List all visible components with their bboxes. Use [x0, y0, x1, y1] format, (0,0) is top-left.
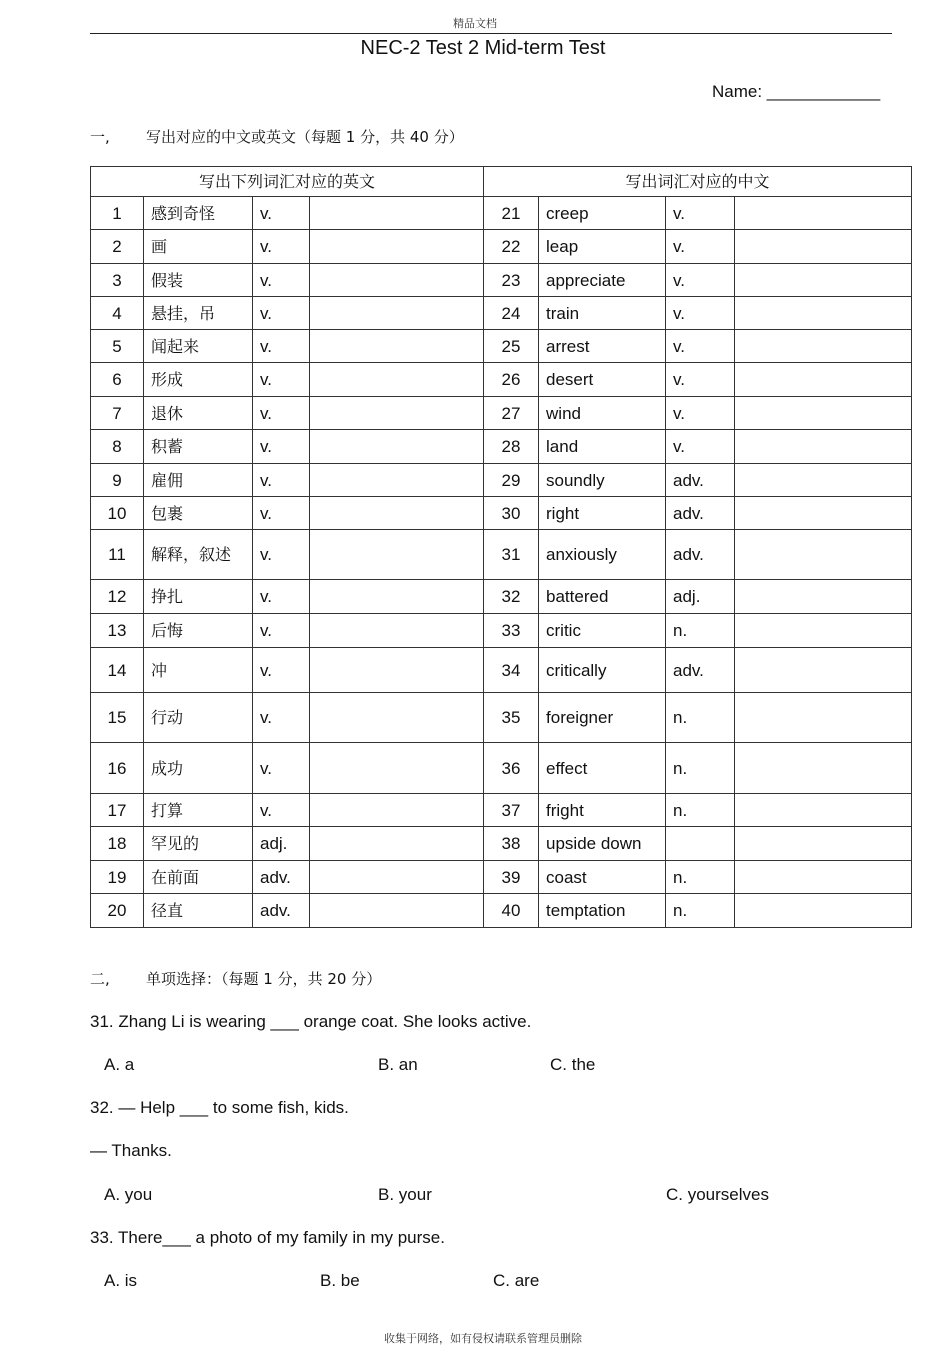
section-2-heading [90, 968, 381, 989]
left-item-number: 7 [91, 397, 144, 430]
table-row [91, 197, 912, 230]
table-row [91, 614, 912, 648]
table-row [91, 230, 912, 264]
right-item-english: foreigner [539, 693, 666, 743]
right-item-part-of-speech: adv. [666, 648, 735, 693]
table-row [91, 827, 912, 861]
left-item-number: 1 [91, 197, 144, 230]
left-item-answer-blank [310, 861, 484, 894]
left-item-part-of-speech: v. [253, 497, 310, 530]
right-item-part-of-speech: adj. [666, 580, 735, 614]
left-item-chinese: 径直 [144, 894, 253, 928]
left-item-part-of-speech: v. [253, 430, 310, 464]
left-item-number: 4 [91, 297, 144, 330]
right-item-part-of-speech: n. [666, 861, 735, 894]
right-item-number: 25 [484, 330, 539, 363]
table-header-row [91, 167, 912, 197]
question-33-option-a: A. is [104, 1271, 138, 1290]
vocabulary-table [90, 166, 912, 928]
question-33-option-c: C. are [493, 1271, 540, 1290]
left-item-chinese: 解释，叙述 [144, 530, 253, 580]
question-32-option-a: A. you [104, 1185, 153, 1204]
left-item-answer-blank [310, 827, 484, 861]
right-item-number: 35 [484, 693, 539, 743]
right-item-answer-blank [735, 464, 912, 497]
right-item-answer-blank [735, 297, 912, 330]
left-item-chinese: 挣扎 [144, 580, 253, 614]
left-item-chinese: 假装 [144, 264, 253, 297]
right-item-part-of-speech: v. [666, 430, 735, 464]
left-item-chinese: 感到奇怪 [144, 197, 253, 230]
page-title: NEC-2 Test 2 Mid-term Test [360, 37, 606, 59]
left-item-chinese: 成功 [144, 743, 253, 794]
right-item-answer-blank [735, 497, 912, 530]
right-item-number: 24 [484, 297, 539, 330]
right-item-number: 36 [484, 743, 539, 794]
right-item-number: 40 [484, 894, 539, 928]
right-item-part-of-speech: n. [666, 743, 735, 794]
right-item-english: upside down [539, 827, 666, 861]
right-item-english: creep [539, 197, 666, 230]
left-item-chinese: 画 [144, 230, 253, 264]
section-2-number: 二, [90, 970, 110, 988]
left-item-chinese: 冲 [144, 648, 253, 693]
right-item-english: temptation [539, 894, 666, 928]
right-item-english: desert [539, 363, 666, 397]
left-item-part-of-speech: v. [253, 743, 310, 794]
left-item-part-of-speech: adv. [253, 861, 310, 894]
right-column-header: 写出词汇对应的中文 [484, 167, 912, 197]
right-item-english: anxiously [539, 530, 666, 580]
left-item-answer-blank [310, 794, 484, 827]
section-1-heading [90, 126, 464, 147]
question-31: 31. Zhang Li is wearing ___ orange coat. She looks active. [90, 1012, 532, 1031]
left-item-answer-blank [310, 894, 484, 928]
left-item-part-of-speech: v. [253, 264, 310, 297]
right-item-answer-blank [735, 580, 912, 614]
header-note: 精品文档 [453, 17, 497, 30]
left-item-part-of-speech: v. [253, 614, 310, 648]
question-31-option-a: A. a [104, 1055, 135, 1074]
question-32: 32. — Help ___ to some fish, kids. [90, 1098, 349, 1117]
right-item-answer-blank [735, 430, 912, 464]
left-item-chinese: 退休 [144, 397, 253, 430]
left-item-part-of-speech: v. [253, 693, 310, 743]
right-item-part-of-speech: v. [666, 330, 735, 363]
right-item-part-of-speech: v. [666, 363, 735, 397]
right-item-part-of-speech: adv. [666, 530, 735, 580]
right-item-number: 32 [484, 580, 539, 614]
right-item-part-of-speech: n. [666, 614, 735, 648]
left-item-part-of-speech: v. [253, 580, 310, 614]
left-item-answer-blank [310, 648, 484, 693]
left-item-chinese: 在前面 [144, 861, 253, 894]
table-row [91, 464, 912, 497]
table-row [91, 743, 912, 794]
table-row [91, 497, 912, 530]
right-item-part-of-speech: n. [666, 894, 735, 928]
right-item-answer-blank [735, 397, 912, 430]
left-item-number: 6 [91, 363, 144, 397]
right-item-number: 22 [484, 230, 539, 264]
left-item-answer-blank [310, 230, 484, 264]
left-item-number: 13 [91, 614, 144, 648]
right-item-number: 21 [484, 197, 539, 230]
left-item-number: 17 [91, 794, 144, 827]
right-item-number: 27 [484, 397, 539, 430]
left-item-number: 12 [91, 580, 144, 614]
right-item-part-of-speech: v. [666, 397, 735, 430]
left-item-answer-blank [310, 614, 484, 648]
left-item-number: 10 [91, 497, 144, 530]
left-item-number: 15 [91, 693, 144, 743]
table-row [91, 330, 912, 363]
left-item-answer-blank [310, 743, 484, 794]
left-item-answer-blank [310, 464, 484, 497]
right-item-answer-blank [735, 827, 912, 861]
left-item-chinese: 后悔 [144, 614, 253, 648]
question-32-option-b: B. your [378, 1185, 432, 1204]
right-item-number: 37 [484, 794, 539, 827]
right-item-answer-blank [735, 330, 912, 363]
left-item-answer-blank [310, 497, 484, 530]
right-item-number: 34 [484, 648, 539, 693]
left-item-number: 19 [91, 861, 144, 894]
left-item-chinese: 罕见的 [144, 827, 253, 861]
right-item-english: land [539, 430, 666, 464]
left-item-answer-blank [310, 430, 484, 464]
name-field: Name: ____________ [712, 82, 881, 101]
right-item-part-of-speech [666, 827, 735, 861]
table-row [91, 430, 912, 464]
right-item-part-of-speech: v. [666, 197, 735, 230]
left-item-answer-blank [310, 330, 484, 363]
right-item-number: 38 [484, 827, 539, 861]
right-item-number: 23 [484, 264, 539, 297]
right-item-english: critic [539, 614, 666, 648]
left-item-number: 16 [91, 743, 144, 794]
table-row [91, 648, 912, 693]
left-item-part-of-speech: v. [253, 197, 310, 230]
right-item-english: critically [539, 648, 666, 693]
right-item-number: 29 [484, 464, 539, 497]
left-item-part-of-speech: v. [253, 330, 310, 363]
right-item-english: battered [539, 580, 666, 614]
left-item-number: 2 [91, 230, 144, 264]
table-row [91, 861, 912, 894]
right-item-answer-blank [735, 693, 912, 743]
left-item-chinese: 积蓄 [144, 430, 253, 464]
left-item-number: 20 [91, 894, 144, 928]
right-item-answer-blank [735, 648, 912, 693]
left-item-part-of-speech: v. [253, 397, 310, 430]
left-item-answer-blank [310, 397, 484, 430]
right-item-answer-blank [735, 794, 912, 827]
table-row [91, 297, 912, 330]
left-item-answer-blank [310, 297, 484, 330]
question-32-reply: — Thanks. [90, 1141, 172, 1160]
table-row [91, 530, 912, 580]
left-item-answer-blank [310, 264, 484, 297]
right-item-answer-blank [735, 743, 912, 794]
left-item-number: 5 [91, 330, 144, 363]
left-item-answer-blank [310, 363, 484, 397]
right-item-number: 26 [484, 363, 539, 397]
left-item-chinese: 形成 [144, 363, 253, 397]
section-1-number: 一, [90, 128, 110, 146]
left-item-part-of-speech: adj. [253, 827, 310, 861]
table-row [91, 794, 912, 827]
left-item-part-of-speech: v. [253, 464, 310, 497]
left-item-answer-blank [310, 693, 484, 743]
right-item-part-of-speech: n. [666, 794, 735, 827]
right-item-number: 28 [484, 430, 539, 464]
left-item-number: 18 [91, 827, 144, 861]
left-item-part-of-speech: v. [253, 648, 310, 693]
right-item-answer-blank [735, 363, 912, 397]
left-item-answer-blank [310, 530, 484, 580]
left-item-chinese: 打算 [144, 794, 253, 827]
question-31-option-b: B. an [378, 1055, 418, 1074]
right-item-english: wind [539, 397, 666, 430]
left-item-part-of-speech: v. [253, 794, 310, 827]
right-item-english: effect [539, 743, 666, 794]
right-item-part-of-speech: n. [666, 693, 735, 743]
left-item-chinese: 包裹 [144, 497, 253, 530]
left-item-part-of-speech: adv. [253, 894, 310, 928]
table-row [91, 580, 912, 614]
left-item-number: 9 [91, 464, 144, 497]
right-item-answer-blank [735, 264, 912, 297]
left-item-part-of-speech: v. [253, 363, 310, 397]
right-item-part-of-speech: v. [666, 297, 735, 330]
table-row [91, 397, 912, 430]
left-item-number: 8 [91, 430, 144, 464]
right-item-number: 31 [484, 530, 539, 580]
right-item-part-of-speech: v. [666, 230, 735, 264]
section-1-text: 写出对应的中文或英文（每题 1 分，共 40 分） [146, 128, 464, 146]
right-item-answer-blank [735, 230, 912, 264]
left-item-part-of-speech: v. [253, 230, 310, 264]
right-item-english: right [539, 497, 666, 530]
left-item-part-of-speech: v. [253, 530, 310, 580]
right-item-number: 30 [484, 497, 539, 530]
table-row [91, 264, 912, 297]
right-item-number: 39 [484, 861, 539, 894]
question-33-option-b: B. be [320, 1271, 360, 1290]
left-item-number: 3 [91, 264, 144, 297]
right-item-english: arrest [539, 330, 666, 363]
right-item-english: appreciate [539, 264, 666, 297]
left-item-chinese: 行动 [144, 693, 253, 743]
question-31-option-c: C. the [550, 1055, 596, 1074]
table-row [91, 693, 912, 743]
right-item-english: fright [539, 794, 666, 827]
right-item-part-of-speech: adv. [666, 464, 735, 497]
right-item-answer-blank [735, 614, 912, 648]
section-2-text: 单项选择：（每题 1 分，共 20 分） [146, 970, 382, 988]
left-column-header: 写出下列词汇对应的英文 [91, 167, 484, 197]
left-item-part-of-speech: v. [253, 297, 310, 330]
question-32-option-c: C. yourselves [666, 1185, 769, 1204]
question-33: 33. There___ a photo of my family in my purse. [90, 1228, 445, 1247]
left-item-number: 11 [91, 530, 144, 580]
left-item-number: 14 [91, 648, 144, 693]
left-item-answer-blank [310, 197, 484, 230]
right-item-part-of-speech: adv. [666, 497, 735, 530]
left-item-chinese: 闻起来 [144, 330, 253, 363]
right-item-part-of-speech: v. [666, 264, 735, 297]
table-row [91, 894, 912, 928]
right-item-number: 33 [484, 614, 539, 648]
right-item-english: leap [539, 230, 666, 264]
right-item-answer-blank [735, 530, 912, 580]
right-item-english: train [539, 297, 666, 330]
left-item-chinese: 雇佣 [144, 464, 253, 497]
left-item-answer-blank [310, 580, 484, 614]
right-item-english: coast [539, 861, 666, 894]
right-item-answer-blank [735, 894, 912, 928]
right-item-english: soundly [539, 464, 666, 497]
header-divider [90, 33, 892, 34]
right-item-answer-blank [735, 197, 912, 230]
table-row [91, 363, 912, 397]
left-item-chinese: 悬挂，吊 [144, 297, 253, 330]
footer-note: 收集于网络，如有侵权请联系管理员删除 [384, 1332, 582, 1345]
right-item-answer-blank [735, 861, 912, 894]
